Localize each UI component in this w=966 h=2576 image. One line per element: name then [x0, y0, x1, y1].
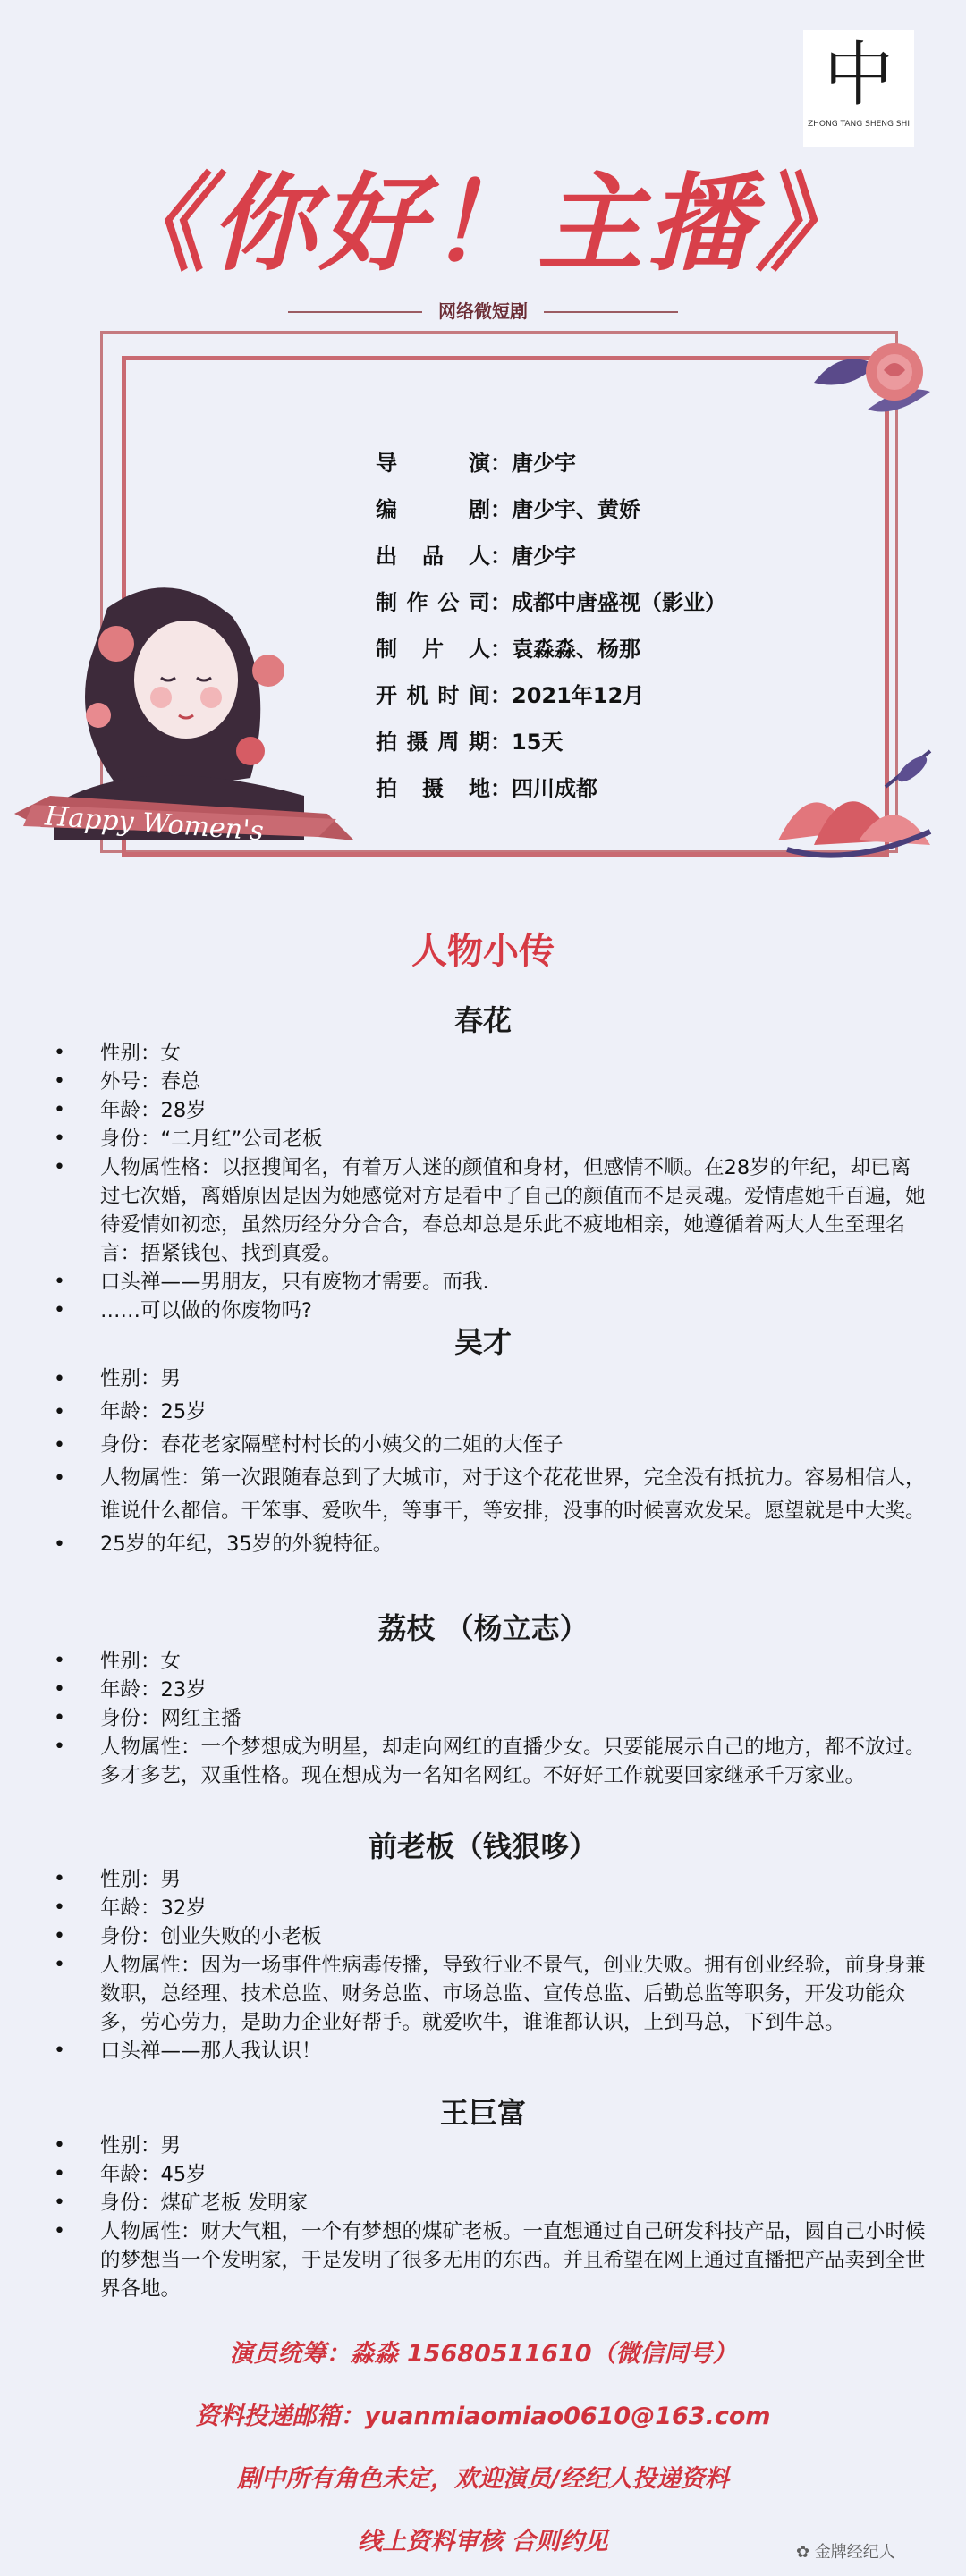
- poster-subtitle: 网络微短剧: [438, 300, 528, 322]
- credit-line-producer: 制片人：袁淼淼、杨那: [376, 637, 640, 662]
- company-logo: [803, 30, 914, 147]
- section-title: 人物小传: [411, 931, 555, 972]
- credit-company: 制作公司：成都中唐盛视（影业）: [376, 590, 726, 615]
- list-item: • 人物属性：因为一场事件性病毒传播，导致行业不景气，创业失败。拥有创业经验，前身身兼数职，总经理、技术总监、财务总监、市场总监、宣传总监、后勤总监等职务，开发功能众多，劳心劳力，是助力企业好帮手。就爱吹牛，谁谁都认识，上到马总，下到牛总。: [54, 1951, 930, 2037]
- character-name: 王巨富: [439, 2096, 526, 2130]
- contact-coordinator: 演员统筹：淼淼 15680511610（微信同号）: [229, 2340, 737, 2368]
- logo-text: ZHONG TANG SHENG SHI: [808, 120, 910, 129]
- contact-email: 资料投递邮箱：yuanmiaomiao0610@163.com: [195, 2403, 771, 2430]
- wechat-icon: ✿: [796, 2543, 815, 2562]
- list-item: • 身份：春花老家隔壁村村长的小姨父的二姐的大侄子: [54, 1429, 930, 1462]
- logo-glyph: 中: [823, 35, 894, 115]
- list-item: • 年龄：25岁: [54, 1396, 930, 1429]
- list-item: • 身份：“二月红”公司老板: [54, 1125, 930, 1153]
- list-item: • 性别：女: [54, 1039, 930, 1068]
- list-item: • 性别：男: [54, 2132, 930, 2160]
- banner-text: Happy Women's: [44, 800, 265, 848]
- list-item: • 性别：男: [54, 1865, 930, 1894]
- list-item: • 人物属性格：以抠搜闻名，有着万人迷的颜值和身材，但感情不顺。在28岁的年纪，却已离过七次婚，离婚原因是因为她感觉对方是看中了自己的颜值而不是灵魂。爱情虐她千百遍，她待爱情如初恋，虽然历经分分合合，春总却总是乐此不疲地相亲，她遵循着两大人生至理名言：捂紧钱包、找到真爱。: [54, 1153, 930, 1268]
- list-item: • 外号：春总: [54, 1068, 930, 1096]
- watermark: ✿ 金牌经纪人: [796, 2543, 895, 2562]
- list-item: • 人物属性：财大气粗，一个有梦想的煤矿老板。一直想通过自己研发科技产品，圆自己小时候的梦想当一个发明家，于是发明了很多无用的东西。并且希望在网上通过直播把产品卖到全世界各地。: [54, 2217, 930, 2303]
- character-details: [54, 2132, 930, 2303]
- character-details: [54, 1039, 930, 1325]
- review-note: 线上资料审核 合则约见: [358, 2528, 608, 2555]
- list-item: • 口头禅——那人我认识！: [54, 2037, 930, 2065]
- list-item: • 性别：女: [54, 1647, 930, 1676]
- character-name: 前老板（钱狠哆）: [368, 1829, 597, 1863]
- list-item: • 年龄：23岁: [54, 1676, 930, 1704]
- credit-duration: 拍摄周期：15天: [376, 730, 564, 755]
- credit-producer: 出品人：唐少宇: [376, 544, 576, 569]
- character-name: 荔枝 （杨立志）: [377, 1611, 589, 1645]
- list-item: • 性别：男: [54, 1363, 930, 1396]
- poster-title: 《你好！主播》: [100, 162, 865, 285]
- list-item: • 25岁的年纪，35岁的外貌特征。: [54, 1528, 930, 1561]
- list-item: • 年龄：32岁: [54, 1894, 930, 1922]
- list-item: • 身份：网红主播: [54, 1704, 930, 1733]
- list-item: • 年龄：28岁: [54, 1096, 930, 1125]
- list-item: • 身份：创业失败的小老板: [54, 1922, 930, 1951]
- character-details: [54, 1363, 930, 1561]
- list-item: • ……可以做的你废物吗?: [54, 1296, 930, 1325]
- casting-note: 剧中所有角色未定，欢迎演员/经纪人投递资料: [237, 2465, 729, 2493]
- rose-icon: [805, 329, 939, 427]
- character-name: 吴才: [453, 1325, 512, 1359]
- list-item: • 年龄：45岁: [54, 2160, 930, 2189]
- credit-director: 导演：唐少宇: [376, 451, 576, 476]
- credit-start-date: 开机时间：2021年12月: [376, 683, 645, 708]
- character-name: 春花: [453, 1003, 512, 1037]
- character-details: [54, 1647, 930, 1790]
- list-item: • 身份：煤矿老板 发明家: [54, 2189, 930, 2217]
- list-item: • 人物属性：第一次跟随春总到了大城市，对于这个花花世界，完全没有抵抗力。容易相信人，谁说什么都信。干笨事、爱吹牛，等事干，等安排，没事的时候喜欢发呆。愿望就是中大奖。: [54, 1462, 930, 1528]
- credits-list: [376, 440, 877, 812]
- credit-writer: 编剧：唐少宇、黄娇: [376, 497, 640, 522]
- list-item: • 人物属性：一个梦想成为明星，却走向网红的直播少女。只要能展示自己的地方，都不放过。多才多艺，双重性格。现在想成为一名知名网红。不好好工作就要回家继承千万家业。: [54, 1733, 930, 1790]
- list-item: • 口头禅——男朋友，只有废物才需要。而我.: [54, 1268, 930, 1296]
- character-details: [54, 1865, 930, 2065]
- credit-location: 拍摄地：四川成都: [376, 776, 597, 801]
